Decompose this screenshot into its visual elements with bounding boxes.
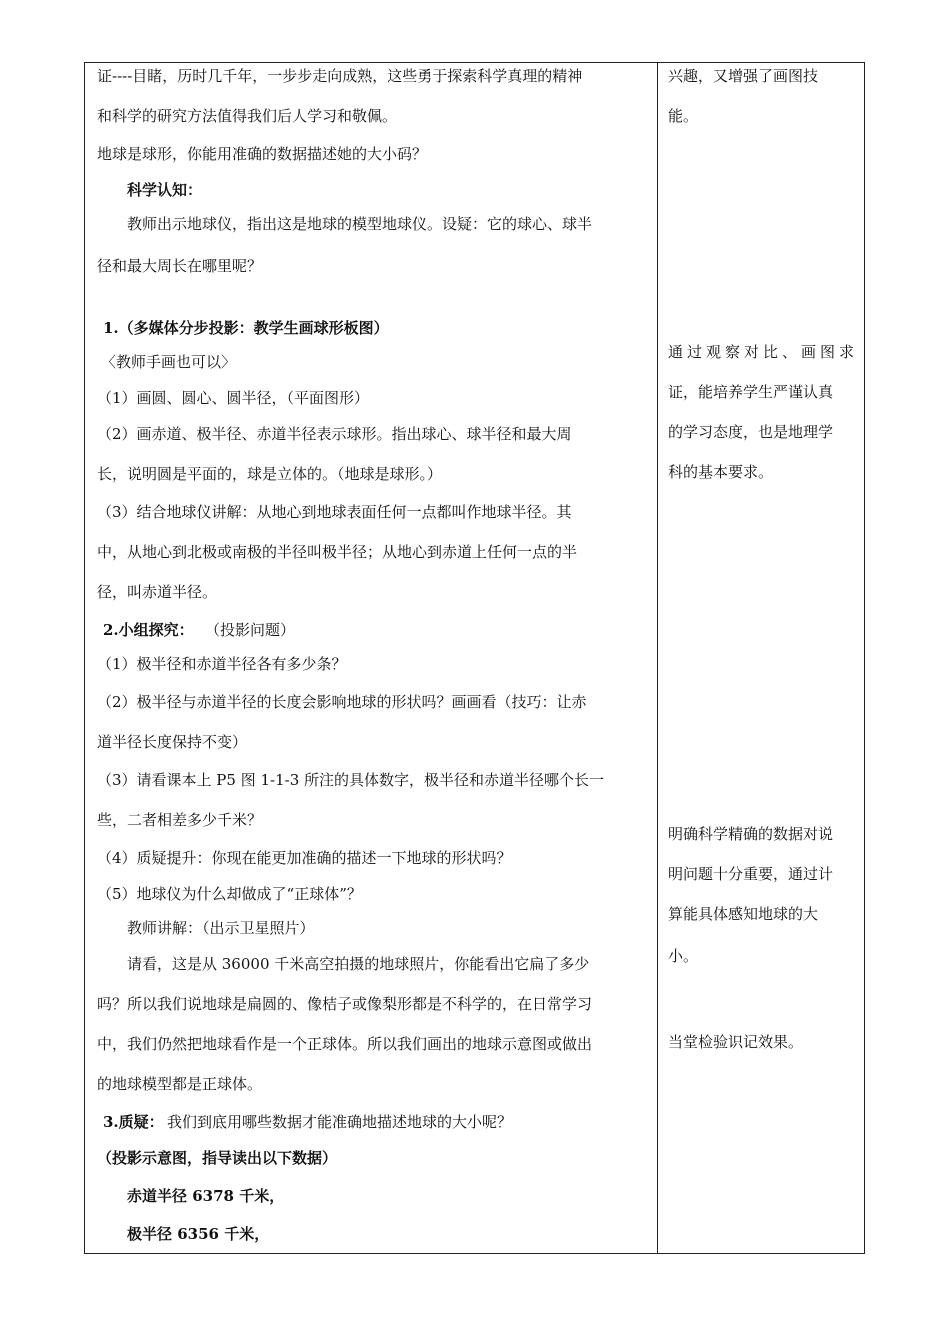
text-line: （2）画赤道、极半径、赤道半径表示球形。指出球心、球半径和最大周: [97, 425, 572, 443]
text-line: （3）请看课本上 P5 图 1-1-3 所注的具体数字，极半径和赤道半径哪个长一: [97, 771, 605, 789]
text-line: （1）极半径和赤道半径各有多少条？: [97, 655, 347, 673]
text-line: 我们到底用哪些数据才能准确地描述地球的大小呢？: [167, 1113, 513, 1131]
text-line: 教师出示地球仪，指出这是地球的模型地球仪。设疑：它的球心、球半: [127, 215, 593, 233]
teaching-process-cell: [85, 63, 657, 1253]
note-line: 科的基本要求。: [668, 463, 774, 481]
text-line: 和科学的研究方法值得我们后人学习和敬佩。: [97, 107, 398, 125]
text-line: 径和最大周长在哪里呢？: [97, 257, 263, 275]
text-line: （5）地球仪为什么却做成了“正球体”？: [97, 885, 362, 903]
text-line: 中，从地心到北极或南极的半径叫极半径；从地心到赤道上任何一点的半: [97, 543, 578, 561]
note-line: 证，能培养学生严谨认真: [668, 383, 834, 401]
text-line: 中，我们仍然把地球看作是一个正球体。所以我们画出的地球示意图或做出: [97, 1035, 593, 1053]
text-line: （2）极半径与赤道半径的长度会影响地球的形状吗？画画看（技巧：让赤: [97, 693, 587, 711]
design-intent-cell: [658, 63, 866, 1253]
step-heading: 2.小组探究：: [103, 621, 194, 639]
note-line: 算能具体感知地球的大: [668, 905, 819, 923]
text-line: 的地球模型都是正球体。: [97, 1075, 263, 1093]
text-line: （投影示意图，指导读出以下数据）: [97, 1149, 338, 1167]
text-line: 些，二者相差多少千米？: [97, 811, 263, 829]
note-line: 明问题十分重要，通过计: [668, 865, 834, 883]
lesson-table: [84, 62, 865, 1254]
note-line: 当堂检验识记效果。: [668, 1033, 804, 1051]
text-line: 请看，这是从 36000 千米高空拍摄的地球照片，你能看出它扁了多少: [127, 955, 590, 973]
note-line: 兴趣，又增强了画图技: [668, 67, 819, 85]
data-line: 赤道半径 6378 千米，: [127, 1187, 285, 1205]
note-line: 的学习态度，也是地理学: [668, 423, 834, 441]
note-line: 小。: [668, 947, 699, 965]
text-line: （3）结合地球仪讲解：从地心到地球表面任何一点都叫作地球半径。其: [97, 503, 572, 521]
text-line: 径，叫赤道半径。: [97, 583, 218, 601]
section-heading: 科学认知：: [127, 181, 203, 199]
data-line: 极半径 6356 千米，: [127, 1225, 270, 1243]
text-line: 教师讲解：（出示卫星照片）: [127, 919, 315, 937]
step-heading: 3.质疑：: [103, 1113, 164, 1131]
text-line: 地球是球形，你能用准确的数据描述她的大小码？: [97, 145, 428, 163]
text-line: 道半径长度保持不变）: [97, 733, 248, 751]
note-line: 明确科学精确的数据对说: [668, 825, 834, 843]
step-heading: 1.（多媒体分步投影：教学生画球形板图）: [103, 319, 389, 337]
text-line: 〈教师手画也可以〉: [101, 353, 237, 371]
text-line: 长，说明圆是平面的，球是立体的。（地球是球形。）: [97, 465, 443, 483]
text-line: （1）画圆、圆心、圆半径，（平面图形）: [97, 389, 370, 407]
text-line: （投影问题）: [205, 621, 296, 639]
note-line: 能。: [668, 107, 699, 125]
text-line: （4）质疑提升：你现在能更加准确的描述一下地球的形状吗？: [97, 849, 512, 867]
note-line: 通过观察对比、画图求: [668, 343, 859, 361]
text-line: 吗？所以我们说地球是扁圆的、像桔子或像梨形都是不科学的，在日常学习: [97, 995, 593, 1013]
text-line: 证----目睹，历时几千年，一步步走向成熟，这些勇于探索科学真理的精神: [97, 67, 583, 85]
